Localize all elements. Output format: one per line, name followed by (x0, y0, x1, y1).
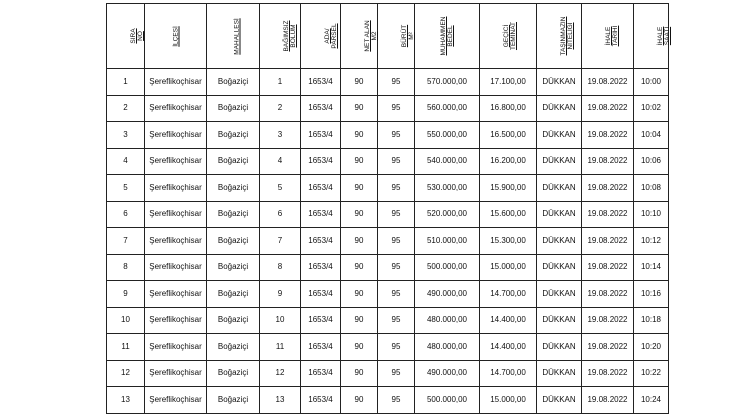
cell-estimated-price: 570.000,00 (415, 69, 480, 96)
cell-deposit: 16.500,00 (480, 122, 537, 149)
cell-parcel: 1653/4 (301, 228, 341, 255)
column-header-auction-time (634, 4, 669, 69)
cell-auction-time: 10:12 (634, 228, 669, 255)
cell-net-area: 90 (341, 69, 378, 96)
cell-parcel: 1653/4 (301, 122, 341, 149)
cell-property-type: DÜKKAN (537, 360, 582, 387)
cell-deposit: 15.600,00 (480, 201, 537, 228)
table-header (107, 4, 669, 69)
cell-gross-area: 95 (378, 254, 415, 281)
cell-no: 3 (107, 122, 145, 149)
header-row (107, 4, 669, 69)
cell-property-type: DÜKKAN (537, 228, 582, 255)
cell-auction-time: 10:24 (634, 387, 669, 414)
table-row (107, 334, 669, 361)
column-header-deposit (480, 4, 537, 69)
cell-no: 8 (107, 254, 145, 281)
cell-parcel: 1653/4 (301, 69, 341, 96)
cell-district: Şereflikoçhisar (145, 307, 207, 334)
cell-auction-date: 19.08.2022 (582, 387, 634, 414)
cell-no: 5 (107, 175, 145, 202)
cell-net-area: 90 (341, 95, 378, 122)
table-row (107, 201, 669, 228)
column-header-label: BAĞIMSIZ BÖLÜM (283, 20, 297, 52)
cell-property-type: DÜKKAN (537, 175, 582, 202)
cell-unit: 13 (260, 387, 301, 414)
cell-auction-time: 10:04 (634, 122, 669, 149)
cell-gross-area: 95 (378, 281, 415, 308)
auction-document (106, 3, 671, 414)
table-row (107, 148, 669, 175)
cell-unit: 1 (260, 69, 301, 96)
cell-property-type: DÜKKAN (537, 307, 582, 334)
cell-neighborhood: Boğaziçi (207, 360, 260, 387)
cell-district: Şereflikoçhisar (145, 254, 207, 281)
cell-auction-time: 10:00 (634, 69, 669, 96)
cell-district: Şereflikoçhisar (145, 334, 207, 361)
cell-estimated-price: 550.000,00 (415, 122, 480, 149)
column-header-label: BÜRÜT M² (401, 24, 415, 48)
cell-parcel: 1653/4 (301, 307, 341, 334)
cell-net-area: 90 (341, 175, 378, 202)
cell-unit: 11 (260, 334, 301, 361)
cell-parcel: 1653/4 (301, 387, 341, 414)
cell-net-area: 90 (341, 122, 378, 149)
cell-district: Şereflikoçhisar (145, 228, 207, 255)
cell-estimated-price: 490.000,00 (415, 281, 480, 308)
cell-neighborhood: Boğaziçi (207, 334, 260, 361)
cell-no: 11 (107, 334, 145, 361)
cell-estimated-price: 480.000,00 (415, 307, 480, 334)
cell-estimated-price: 510.000,00 (415, 228, 480, 255)
table-row (107, 175, 669, 202)
cell-deposit: 15.900,00 (480, 175, 537, 202)
column-header-estimated-price (415, 4, 480, 69)
cell-net-area: 90 (341, 307, 378, 334)
cell-neighborhood: Boğaziçi (207, 69, 260, 96)
cell-unit: 7 (260, 228, 301, 255)
cell-estimated-price: 480.000,00 (415, 334, 480, 361)
cell-unit: 4 (260, 148, 301, 175)
cell-estimated-price: 500.000,00 (415, 254, 480, 281)
cell-property-type: DÜKKAN (537, 69, 582, 96)
cell-district: Şereflikoçhisar (145, 148, 207, 175)
table-row (107, 95, 669, 122)
cell-auction-time: 10:08 (634, 175, 669, 202)
cell-property-type: DÜKKAN (537, 334, 582, 361)
column-header-label: SIRA NO (130, 28, 144, 44)
auction-listing-table (106, 3, 669, 414)
cell-unit: 2 (260, 95, 301, 122)
cell-net-area: 90 (341, 228, 378, 255)
cell-estimated-price: 520.000,00 (415, 201, 480, 228)
table-row (107, 360, 669, 387)
cell-no: 7 (107, 228, 145, 255)
cell-estimated-price: 490.000,00 (415, 360, 480, 387)
cell-deposit: 14.700,00 (480, 360, 537, 387)
column-header-district (145, 4, 207, 69)
cell-auction-time: 10:06 (634, 148, 669, 175)
table-row (107, 281, 669, 308)
column-header-label: MUHAMMEN BEDEL (440, 16, 454, 56)
cell-estimated-price: 530.000,00 (415, 175, 480, 202)
cell-unit: 6 (260, 201, 301, 228)
column-header-parcel (301, 4, 341, 69)
cell-auction-date: 19.08.2022 (582, 122, 634, 149)
cell-auction-date: 19.08.2022 (582, 281, 634, 308)
table-row (107, 122, 669, 149)
cell-auction-time: 10:14 (634, 254, 669, 281)
column-header-auction-date (582, 4, 634, 69)
cell-auction-time: 10:16 (634, 281, 669, 308)
cell-gross-area: 95 (378, 175, 415, 202)
cell-no: 10 (107, 307, 145, 334)
cell-property-type: DÜKKAN (537, 122, 582, 149)
cell-neighborhood: Boğaziçi (207, 148, 260, 175)
cell-property-type: DÜKKAN (537, 148, 582, 175)
cell-property-type: DÜKKAN (537, 254, 582, 281)
cell-neighborhood: Boğaziçi (207, 201, 260, 228)
cell-district: Şereflikoçhisar (145, 201, 207, 228)
cell-auction-date: 19.08.2022 (582, 148, 634, 175)
cell-deposit: 14.400,00 (480, 307, 537, 334)
column-header-unit (260, 4, 301, 69)
cell-property-type: DÜKKAN (537, 281, 582, 308)
cell-parcel: 1653/4 (301, 201, 341, 228)
cell-gross-area: 95 (378, 95, 415, 122)
cell-neighborhood: Boğaziçi (207, 281, 260, 308)
cell-neighborhood: Boğaziçi (207, 122, 260, 149)
table-row (107, 69, 669, 96)
cell-neighborhood: Boğaziçi (207, 307, 260, 334)
cell-deposit: 15.000,00 (480, 387, 537, 414)
cell-auction-date: 19.08.2022 (582, 201, 634, 228)
cell-district: Şereflikoçhisar (145, 69, 207, 96)
cell-parcel: 1653/4 (301, 334, 341, 361)
table-row (107, 387, 669, 414)
column-header-net-area (341, 4, 378, 69)
cell-gross-area: 95 (378, 69, 415, 96)
cell-unit: 3 (260, 122, 301, 149)
cell-gross-area: 95 (378, 387, 415, 414)
cell-auction-date: 19.08.2022 (582, 360, 634, 387)
cell-auction-date: 19.08.2022 (582, 175, 634, 202)
cell-deposit: 14.400,00 (480, 334, 537, 361)
cell-unit: 9 (260, 281, 301, 308)
cell-auction-date: 19.08.2022 (582, 254, 634, 281)
table-row (107, 254, 669, 281)
cell-no: 1 (107, 69, 145, 96)
cell-property-type: DÜKKAN (537, 201, 582, 228)
column-header-label: İLÇESİ (172, 26, 179, 47)
cell-auction-date: 19.08.2022 (582, 69, 634, 96)
table-body (107, 69, 669, 414)
cell-auction-time: 10:02 (634, 95, 669, 122)
cell-property-type: DÜKKAN (537, 387, 582, 414)
cell-net-area: 90 (341, 387, 378, 414)
cell-deposit: 16.800,00 (480, 95, 537, 122)
cell-neighborhood: Boğaziçi (207, 228, 260, 255)
cell-gross-area: 95 (378, 122, 415, 149)
column-header-label: NET ALAN M2 (364, 20, 378, 52)
cell-deposit: 17.100,00 (480, 69, 537, 96)
column-header-label: ADA/ PARSEL (324, 23, 338, 49)
cell-estimated-price: 540.000,00 (415, 148, 480, 175)
cell-deposit: 14.700,00 (480, 281, 537, 308)
column-header-gross-area (378, 4, 415, 69)
cell-deposit: 16.200,00 (480, 148, 537, 175)
cell-parcel: 1653/4 (301, 95, 341, 122)
cell-net-area: 90 (341, 201, 378, 228)
column-header-label: İHALE TARİHİ (605, 25, 619, 47)
cell-estimated-price: 500.000,00 (415, 387, 480, 414)
column-header-label: MAHALLESİ (233, 18, 241, 55)
cell-no: 12 (107, 360, 145, 387)
cell-unit: 5 (260, 175, 301, 202)
cell-estimated-price: 560.000,00 (415, 95, 480, 122)
cell-unit: 10 (260, 307, 301, 334)
cell-district: Şereflikoçhisar (145, 122, 207, 149)
table-row (107, 228, 669, 255)
cell-no: 13 (107, 387, 145, 414)
column-header-label: İHALE SAATİ (657, 26, 671, 46)
cell-auction-time: 10:10 (634, 201, 669, 228)
cell-property-type: DÜKKAN (537, 95, 582, 122)
cell-gross-area: 95 (378, 360, 415, 387)
cell-district: Şereflikoçhisar (145, 175, 207, 202)
cell-parcel: 1653/4 (301, 360, 341, 387)
cell-no: 9 (107, 281, 145, 308)
cell-gross-area: 95 (378, 201, 415, 228)
cell-gross-area: 95 (378, 307, 415, 334)
cell-unit: 8 (260, 254, 301, 281)
column-header-label: TAŞINMAZIN NİTELİĞİ (560, 16, 574, 56)
cell-gross-area: 95 (378, 334, 415, 361)
cell-net-area: 90 (341, 254, 378, 281)
cell-auction-date: 19.08.2022 (582, 95, 634, 122)
cell-auction-date: 19.08.2022 (582, 334, 634, 361)
cell-parcel: 1653/4 (301, 281, 341, 308)
cell-auction-date: 19.08.2022 (582, 307, 634, 334)
cell-district: Şereflikoçhisar (145, 281, 207, 308)
cell-parcel: 1653/4 (301, 254, 341, 281)
table-row (107, 307, 669, 334)
column-header-label: GEÇİCİ TEMİNAT (503, 21, 517, 51)
cell-net-area: 90 (341, 360, 378, 387)
cell-district: Şereflikoçhisar (145, 95, 207, 122)
cell-district: Şereflikoçhisar (145, 360, 207, 387)
cell-deposit: 15.000,00 (480, 254, 537, 281)
cell-no: 2 (107, 95, 145, 122)
cell-net-area: 90 (341, 281, 378, 308)
cell-unit: 12 (260, 360, 301, 387)
cell-district: Şereflikoçhisar (145, 387, 207, 414)
cell-gross-area: 95 (378, 148, 415, 175)
cell-auction-time: 10:18 (634, 307, 669, 334)
cell-auction-time: 10:20 (634, 334, 669, 361)
cell-deposit: 15.300,00 (480, 228, 537, 255)
cell-neighborhood: Boğaziçi (207, 175, 260, 202)
cell-gross-area: 95 (378, 228, 415, 255)
column-header-property-type (537, 4, 582, 69)
cell-net-area: 90 (341, 148, 378, 175)
cell-net-area: 90 (341, 334, 378, 361)
cell-neighborhood: Boğaziçi (207, 254, 260, 281)
cell-no: 6 (107, 201, 145, 228)
cell-parcel: 1653/4 (301, 148, 341, 175)
cell-neighborhood: Boğaziçi (207, 387, 260, 414)
column-header-neighborhood (207, 4, 260, 69)
column-header-no (107, 4, 145, 69)
cell-neighborhood: Boğaziçi (207, 95, 260, 122)
cell-auction-date: 19.08.2022 (582, 228, 634, 255)
cell-parcel: 1653/4 (301, 175, 341, 202)
cell-no: 4 (107, 148, 145, 175)
cell-auction-time: 10:22 (634, 360, 669, 387)
